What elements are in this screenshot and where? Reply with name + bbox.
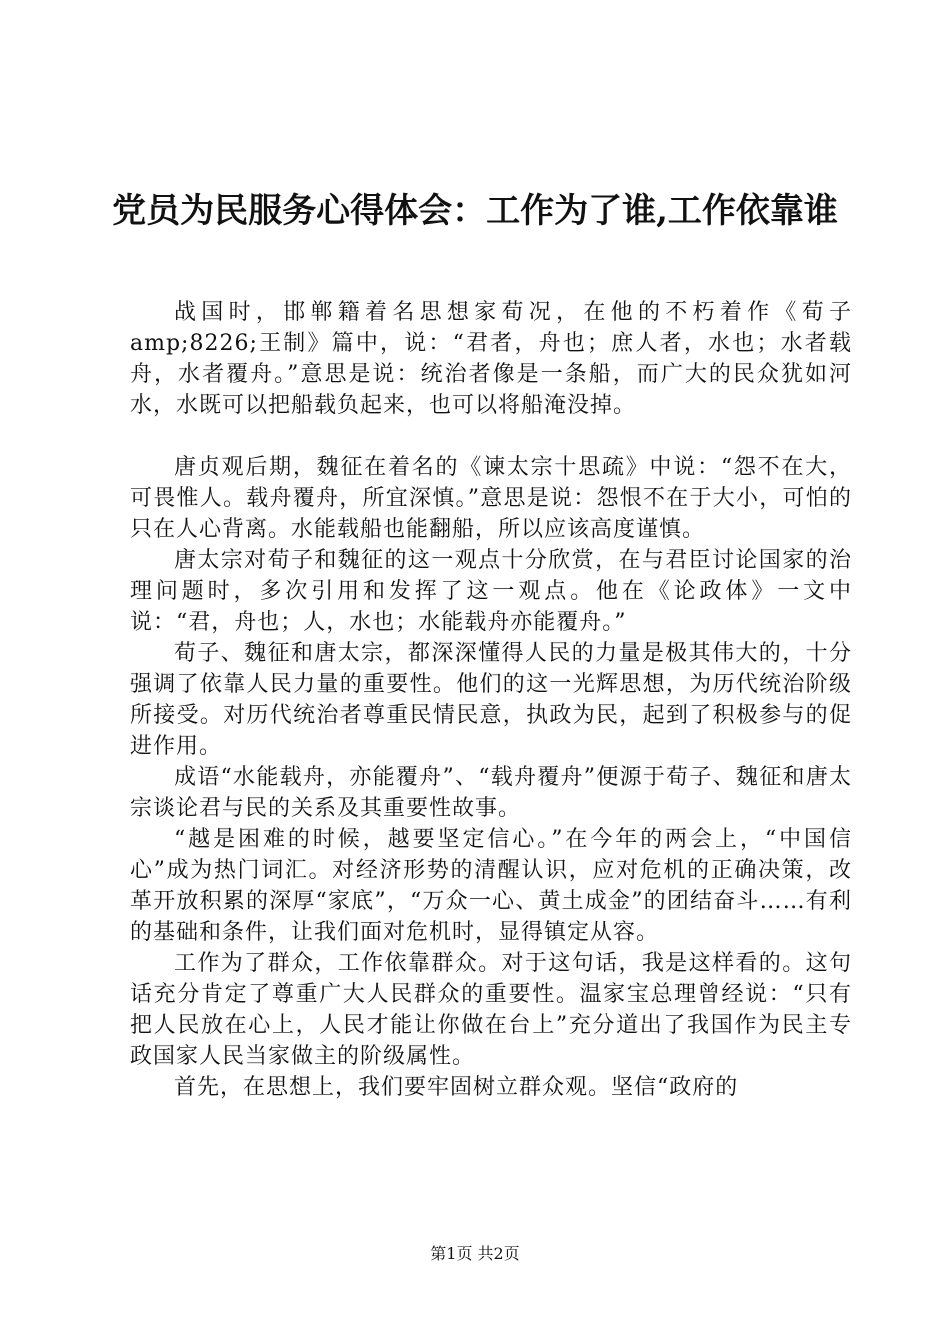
document-title: 党员为民服务心得体会：工作为了谁,工作依靠谁 <box>112 191 838 231</box>
paragraph: 成语“水能载舟，亦能覆舟”、“载舟覆舟”便源于荀子、魏征和唐太宗谈论君与民的关系及其重要性故事。 <box>130 765 852 821</box>
paragraph: 荀子、魏征和唐太宗，都深深懂得人民的力量是极其伟大的，十分强调了依靠人民力量的重要性。他们的这一光辉思想，为历代统治阶级所接受。对历代统治者尊重民情民意，执政为民，起到了积极参与的促进作用。 <box>130 641 852 759</box>
paragraph: “越是困难的时候，越要坚定信心。”在今年的两会上，“中国信心”成为热门词汇。对经济形势的清醒认识，应对危机的正确决策，改革开放积累的深厚“家底”，“万众一心、黄土成金”的团结奋斗……有利的基础和条件，让我们面对危机时，显得镇定从容。 <box>130 827 852 945</box>
paragraph: 首先，在思想上，我们要牢固树立群众观。坚信“政府的 <box>174 1075 739 1100</box>
paragraph: 战国时，邯郸籍着名思想家荀况，在他的不朽着作《荀子amp;8226;王制》篇中，说：“君者，舟也；庶人者，水也；水者载舟，水者覆舟。”意思是说：统治者像是一条船，而广大的民众犹如河水，水既可以把船载负起来，也可以将船淹没掉。 <box>130 300 852 418</box>
paragraph: 唐太宗对荀子和魏征的这一观点十分欣赏，在与君臣讨论国家的治理问题时，多次引用和发挥了这一观点。他在《论政体》一文中说：“君，舟也；人，水也；水能载舟亦能覆舟。” <box>130 548 852 635</box>
paragraph: 工作为了群众，工作依靠群众。对于这句话，我是这样看的。这句话充分肯定了尊重广大人民群众的重要性。温家宝总理曾经说：“只有把人民放在心上，人民才能让你做在台上”充分道出了我国作为民主专政国家人民当家做主的阶级属性。 <box>130 951 852 1069</box>
document-body <box>130 297 852 1103</box>
paragraph: 唐贞观后期，魏征在着名的《谏太宗十思疏》中说：“怨不在大，可畏惟人。载舟覆舟，所宜深慎。”意思是说：怨恨不在于大小，可怕的只在人心背离。水能载船也能翻船，所以应该高度谨慎。 <box>130 455 852 542</box>
page-footer: 第1页 共2页 <box>430 1244 520 1263</box>
